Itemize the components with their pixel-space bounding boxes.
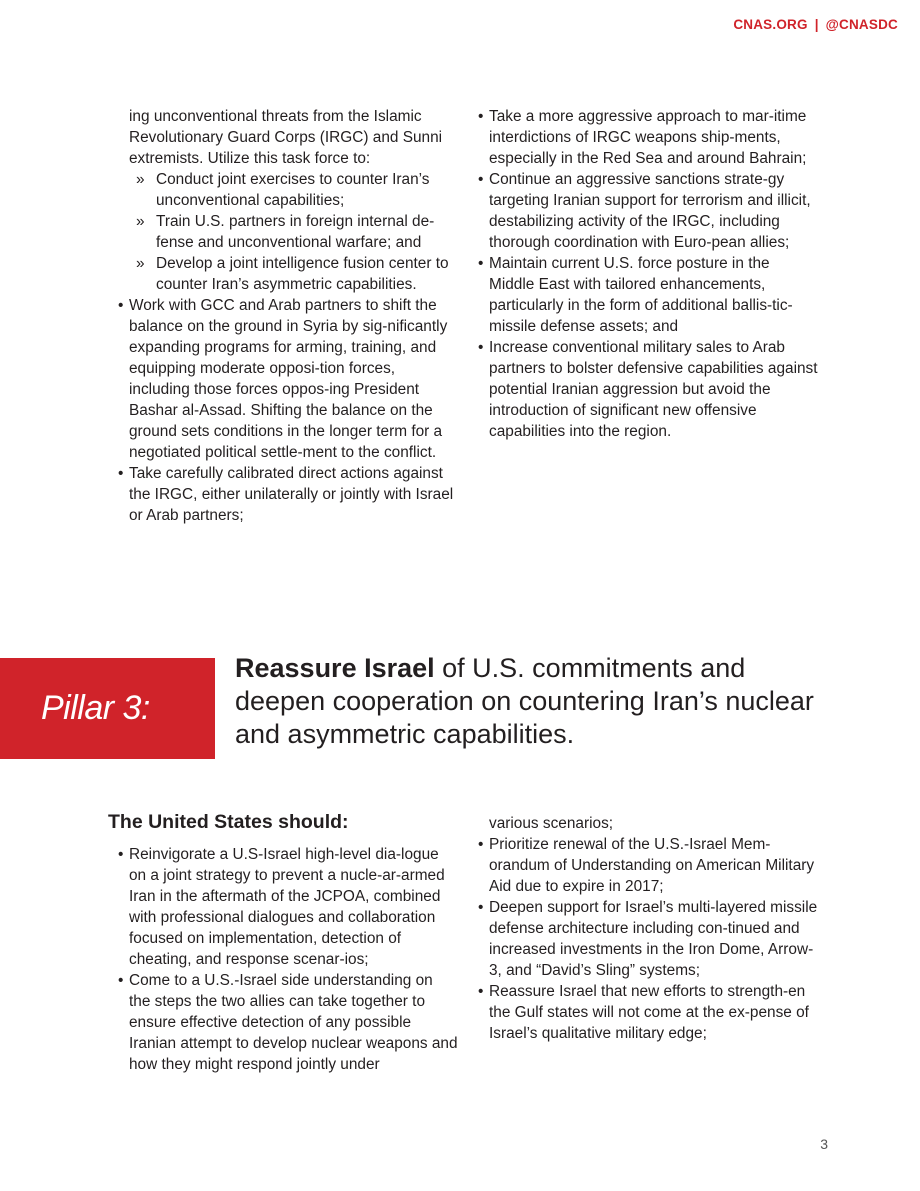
header-separator: |: [814, 17, 819, 32]
bullet-item: • Take a more aggressive approach to mar-itime interdictions of IRGC weapons ship-ments, especially in the Red Sea and around Bahrain;: [478, 106, 818, 169]
pillar-label-box: [0, 658, 215, 759]
top-left-column: [118, 106, 458, 526]
twitter-handle-link[interactable]: @CNASDC: [825, 17, 898, 32]
top-right-column: [478, 106, 818, 442]
pillar-label: Pillar 3:: [41, 689, 150, 727]
bullet-item: • Increase conventional military sales to Arab partners to bolster defensive capabilities against potential Iranian aggression but avoid the introduction of significant new offensive capabilities into the region.: [478, 337, 818, 442]
bottom-right-column: [478, 813, 818, 1044]
bullet-item: • Deepen support for Israel’s multi-layered missile defense architecture including con-tinued and increased investments in the Iron Dome, Arrow-3, and “David’s Sling” systems;: [478, 897, 818, 981]
sub-list-item: » Conduct joint exercises to counter Iran’s unconventional capabilities;: [118, 169, 458, 211]
bottom-left-column: [118, 844, 458, 1075]
site-link[interactable]: CNAS.ORG: [733, 17, 808, 32]
bullet-item: • Maintain current U.S. force posture in the Middle East with tailored enhancements, particularly in the form of additional ballis-tic-missile defense assets; and: [478, 253, 818, 337]
sub-list-item: » Train U.S. partners in foreign internal de-fense and unconventional warfare; and: [118, 211, 458, 253]
continued-paragraph: ing unconventional threats from the Islamic Revolutionary Guard Corps (IRGC) and Sunni extremists. Utilize this task force to:: [129, 108, 443, 167]
bullet-item: • Continue an aggressive sanctions strate-gy targeting Iranian support for terrorism and illicit, destabilizing activity of the IRGC, including thorough coordination with Euro-pean allies;: [478, 169, 818, 253]
bullet-item: • Take carefully calibrated direct actions against the IRGC, either unilaterally or jointly with Israel or Arab partners;: [118, 463, 458, 526]
pillar-emphasis: Reassure Israel: [235, 653, 435, 683]
page-number: 3: [820, 1136, 828, 1152]
bullet-item: • Work with GCC and Arab partners to shift the balance on the ground in Syria by sig-nificantly expanding programs for arming, training, and equipping moderate opposi-tion forces, including those forces oppos-ing President Bashar al-Assad. Shifting the balance on the ground sets conditions in the longer term for a negotiated political settle-ment to the conflict.: [118, 295, 458, 463]
pillar-statement: [235, 652, 835, 751]
bullet-item: • Come to a U.S.-Israel side understanding on the steps the two allies can take together to ensure effective detection of any possible Iranian attempt to develop nuclear weapons and how they might respond jointly under: [118, 970, 458, 1075]
pillar-rest: of U.S. commitments and deepen cooperation on countering Iran’s nuclear and asymmetric capabilities.: [235, 653, 814, 749]
page-header: [733, 17, 898, 32]
bullet-item: • Reinvigorate a U.S-Israel high-level dia-logue on a joint strategy to prevent a nucle-ar-armed Iran in the aftermath of the JCPOA, combined with professional dialogues and collaboration focused on implementation, detection of cheating, and response scenar-ios;: [118, 844, 458, 970]
sub-list-item: » Develop a joint intelligence fusion center to counter Iran’s asymmetric capabilities.: [118, 253, 458, 295]
continued-paragraph: various scenarios;: [489, 815, 614, 832]
bullet-item: • Reassure Israel that new efforts to strength-en the Gulf states will not come at the ex-pense of Israel’s qualitative military edge;: [478, 981, 818, 1044]
bullet-item: • Prioritize renewal of the U.S.-Israel Mem-orandum of Understanding on American Military Aid due to expire in 2017;: [478, 834, 818, 897]
section-heading: The United States should:: [108, 811, 349, 833]
